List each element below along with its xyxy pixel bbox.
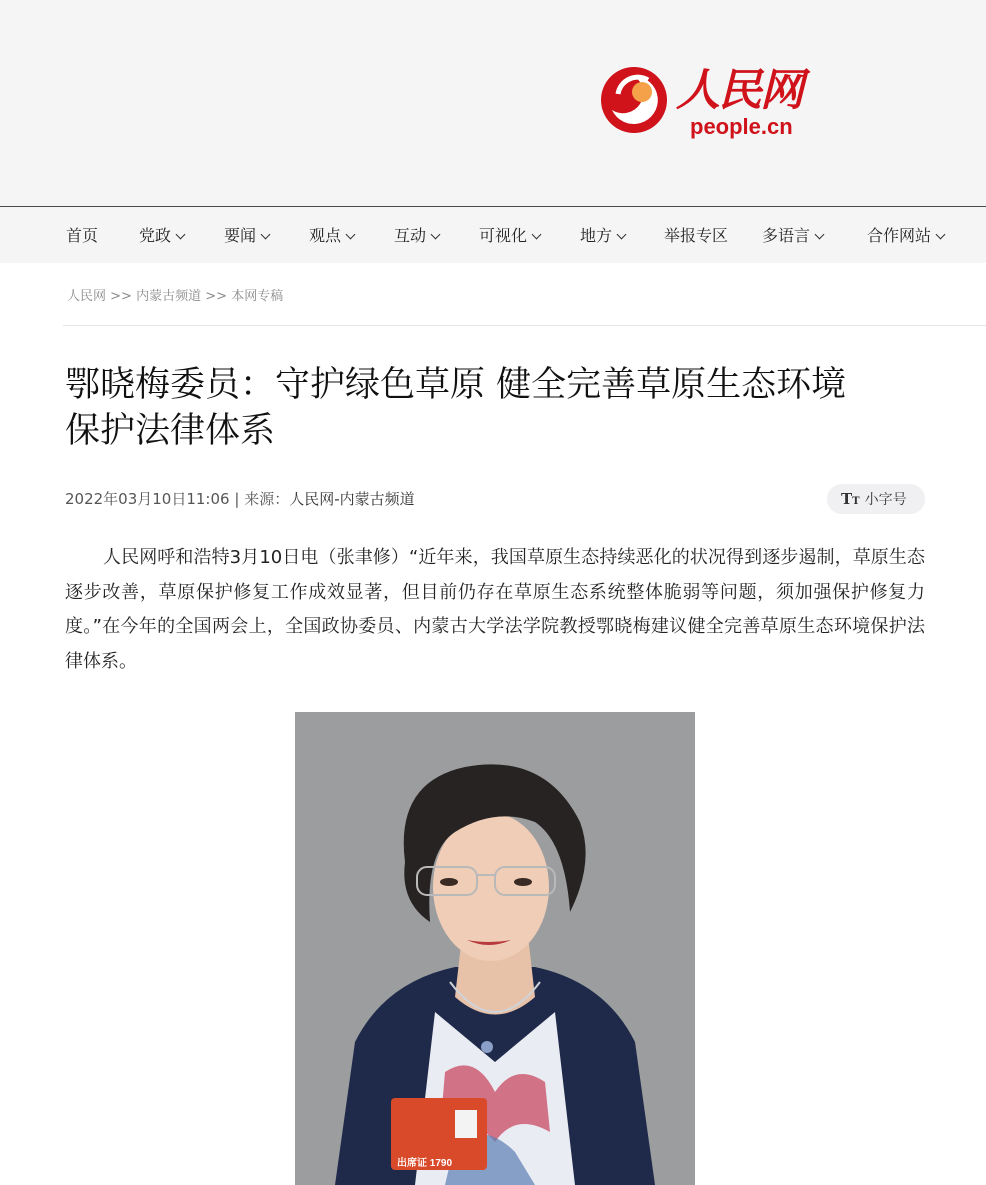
nav-label: 互动 [394, 226, 427, 245]
nav-label: 党政 [139, 226, 172, 245]
source-link[interactable]: 人民网-内蒙古频道 [289, 490, 415, 508]
header-divider [63, 325, 986, 326]
nav-label: 多语言 [762, 226, 811, 245]
nav-item-interact[interactable] [394, 207, 439, 264]
breadcrumb-separator: >> [110, 289, 132, 304]
nav-item-party[interactable] [139, 207, 184, 264]
chevron-down-icon [431, 230, 441, 240]
badge-text: 出席证 1790 [397, 1158, 453, 1169]
nav-label: 要闻 [224, 226, 257, 245]
people-cn-logo[interactable] [598, 60, 818, 145]
breadcrumb-separator: >> [205, 289, 228, 304]
breadcrumb-link-section[interactable]: 本网专稿 [231, 289, 284, 304]
nav-item-home[interactable] [66, 207, 98, 264]
chevron-down-icon [261, 230, 271, 240]
logo-text-en: people.cn [690, 114, 793, 139]
main-nav [0, 206, 986, 263]
chevron-down-icon [346, 230, 356, 240]
nav-item-report[interactable] [664, 207, 728, 264]
chevron-down-icon [176, 230, 186, 240]
source-label: 来源： [244, 490, 290, 508]
article-title [65, 362, 945, 454]
title-line-1: 鄂晓梅委员：守护绿色草原 健全完善草原生态环境 [65, 365, 847, 405]
nav-item-local[interactable] [580, 207, 625, 264]
nav-item-news[interactable] [224, 207, 269, 264]
portrait-illustration [295, 712, 695, 1185]
publish-datetime: 2022年03月10日11:06 [65, 490, 230, 508]
nav-item-visual[interactable] [479, 207, 540, 264]
chevron-down-icon [617, 230, 627, 240]
breadcrumb-link-home[interactable]: 人民网 [67, 289, 107, 304]
nav-label: 观点 [309, 226, 342, 245]
site-header [0, 0, 986, 206]
logo-mark-icon [598, 64, 670, 136]
breadcrumb [67, 285, 283, 304]
nav-label: 举报专区 [664, 226, 729, 245]
nav-item-opinion[interactable] [309, 207, 354, 264]
nav-label: 合作网站 [867, 226, 932, 245]
nav-label: 地方 [580, 226, 613, 245]
font-size-toggle-button[interactable] [827, 484, 925, 514]
nav-label: 可视化 [479, 226, 528, 245]
chevron-down-icon [532, 230, 542, 240]
nav-item-partners[interactable] [867, 207, 944, 264]
nav-label: 首页 [66, 226, 99, 245]
chevron-down-icon [815, 230, 825, 240]
font-size-icon: TT [841, 490, 860, 508]
meta-separator: | [234, 490, 240, 508]
nav-item-language[interactable] [762, 207, 823, 264]
chevron-down-icon [936, 230, 946, 240]
title-line-2: 保护法律体系 [65, 411, 276, 451]
font-size-label: 小字号 [864, 492, 907, 508]
breadcrumb-link-channel[interactable]: 内蒙古频道 [136, 289, 202, 304]
logo-text-cn: 人民网 [676, 65, 802, 116]
article-body: 人民网呼和浩特3月10日电（张聿修）“近年来，我国草原生态持续恶化的状况得到逐步遏制，草原生态逐步改善，草原保护修复工作成效显著，但目前仍存在草原生态系统整体脆弱等问题，须加强保护修复力度。”在今年的全国两会上，全国政协委员、内蒙古大学法学院教授鄂晓梅建议健全完善草原生态环境保护法律体系。 [65, 547, 925, 672]
portrait-photo [295, 712, 695, 1185]
article-meta [65, 488, 415, 509]
